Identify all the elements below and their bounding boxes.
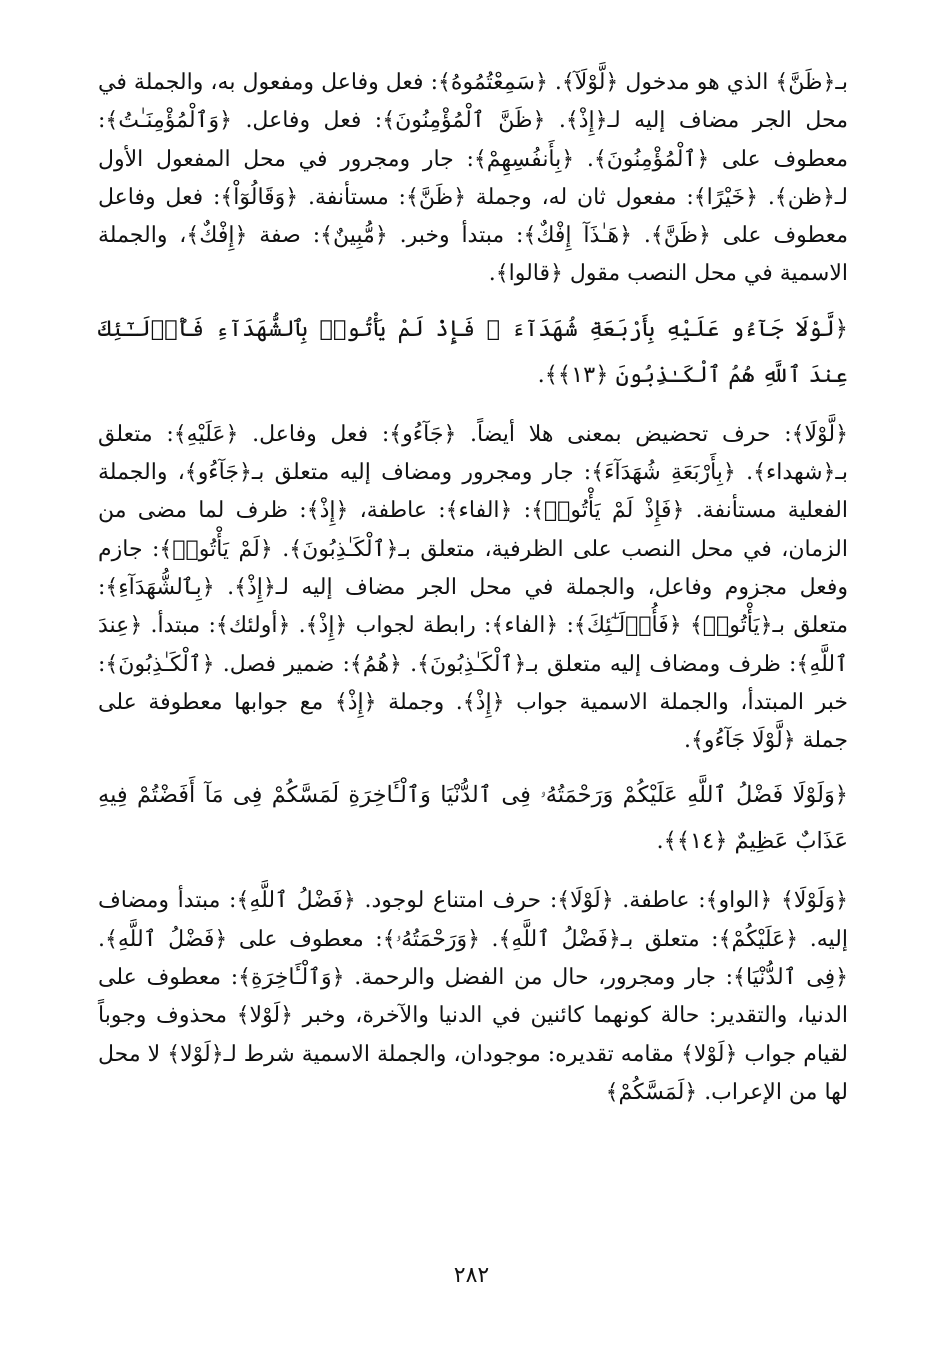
commentary-paragraph: ﴿وَلَوْلَا﴾ ﴿الواو﴾: عاطفة. ﴿لَوْلَا﴾: حرف امتناع لوجود. ﴿فَضْلُ ٱللَّهِ﴾: مبتدأ ومضاف إليه. ﴿عَلَيْكُمْ﴾: متعلق بـ﴿فَضْلُ ٱللَّهِ﴾. ﴿وَرَحْمَتُهُۥ﴾: معطوف على ﴿فَضْلُ ٱللَّهِ﴾. ﴿فِى ٱلدُّنْيَا﴾: جار ومجرور، حال من الفضل والرحمة. ﴿وَٱلْـَٔاخِرَةِ﴾: معطوف على الدنيا، والتقدير: حالة كونهما كائنين في الدنيا والآخرة، وخبر ﴿لَوْلا﴾ محذوف وجوباً لقيام جواب ﴿لَوْلا﴾ مقامه تقديره: موجودان، والجملة الاسمية شرط لـ﴿لَوْلا﴾ لا محل لها من الإعراب. ﴿لَمَسَّكُمْ﴾: [98, 888, 849, 1105]
quran-verse: ﴿وَلَوْلَا فَضْلُ ٱللَّهِ عَلَيْكُمْ وَرَحْمَتُهُۥ فِى ٱلدُّنْيَا وَٱلْـَٔاخِرَةِ لَمَسَّكُمْ فِى مَآ أَفَضْتُمْ فِيهِ عَذَابٌ عَظِيمٌ ﴿١٤﴾﴾.: [98, 782, 848, 855]
commentary-paragraph: بـ﴿ظَنَّ﴾ الذي هو مدخول ﴿لَّوْلَآ﴾. ﴿سَمِعْتُمُوهُ﴾: فعل وفاعل ومفعول به، والجملة في محل الجر مضاف إليه لـ﴿إِذْ﴾. ﴿ظَنَّ ٱلْمُؤْمِنُونَ﴾: فعل وفاعل. ﴿وَٱلْمُؤْمِنَـٰتُ﴾: معطوف على ﴿ٱلْمُؤْمِنُونَ﴾. ﴿بِأَنفُسِهِمْ﴾: جار ومجرور في محل المفعول الأول لـ﴿ظن﴾. ﴿خَيْرًا﴾: مفعول ثان له، وجملة ﴿ظَنَّ﴾: مستأنفة. ﴿وَقَالُوٓاْ﴾: فعل وفاعل معطوف على ﴿ظَنَّ﴾. ﴿هَـٰذَآ إِفْكٌ﴾: مبتدأ وخبر. ﴿مُّبِينٌ﴾: صفة ﴿إِفْكٌ﴾، والجملة الاسمية في محل النصب مقول ﴿قالوا﴾.: [98, 70, 848, 287]
commentary-paragraph: ﴿لَّوْلَا﴾: حرف تحضيض بمعنى هلا أيضاً. ﴿جَآءُو﴾: فعل وفاعل. ﴿عَلَيْهِ﴾: متعلق بـ﴿شهداء﴾. ﴿بِأَرْبَعَةِ شُهَدَآءَ﴾: جار ومجرور ومضاف إليه متعلق بـ﴿جَآءُو﴾، والجملة الفعلية مستأنفة. ﴿فَإِذْ لَمْ يَأْتُوا۟﴾: ﴿الفاء﴾: عاطفة، ﴿إِذْ﴾: ظرف لما مضى من الزمان، في محل النصب على الظرفية، متعلق بـ﴿ٱلْكَـٰذِبُونَ﴾. ﴿لَمْ يَأْتُوا۟﴾: جازم وفعل مجزوم وفاعل، والجملة في محل الجر مضاف إليه لـ﴿إِذْ﴾. ﴿بِٱلشُّهَدَآءِ﴾: متعلق بـ﴿يَأْتُوا۟﴾ ﴿فَأُو۟لَـٰٓئِكَ﴾: ﴿الفاء﴾: رابطة لجواب ﴿إِذْ﴾. ﴿أولئك﴾: مبتدأ. ﴿عِندَ ٱللَّهِ﴾: ظرف ومضاف إليه متعلق بـ﴿ٱلْكَـٰذِبُونَ﴾. ﴿هُمُ﴾: ضمير فصل. ﴿ٱلْكَـٰذِبُونَ﴾: خبر المبتدأ، والجملة الاسمية جواب ﴿إِذْ﴾. وجملة ﴿إِذْ﴾ مع جوابها معطوفة على جملة ﴿لَّوْلَا جَآءُو﴾.: [98, 421, 848, 754]
page-number: ٢٨٢: [453, 1263, 490, 1288]
quran-verse: ﴿لَّوْلَا جَآءُو عَلَيْهِ بِأَرْبَعَةِ شُهَدَآءَ ۚ فَإِذْ لَمْ يَأْتُوا۟ بِٱلشُّهَدَآءِ فَأُو۟لَـٰٓئِكَ عِندَ ٱللَّهِ هُمُ ٱلْكَـٰذِبُونَ ﴿١٣﴾﴾.: [98, 315, 848, 388]
